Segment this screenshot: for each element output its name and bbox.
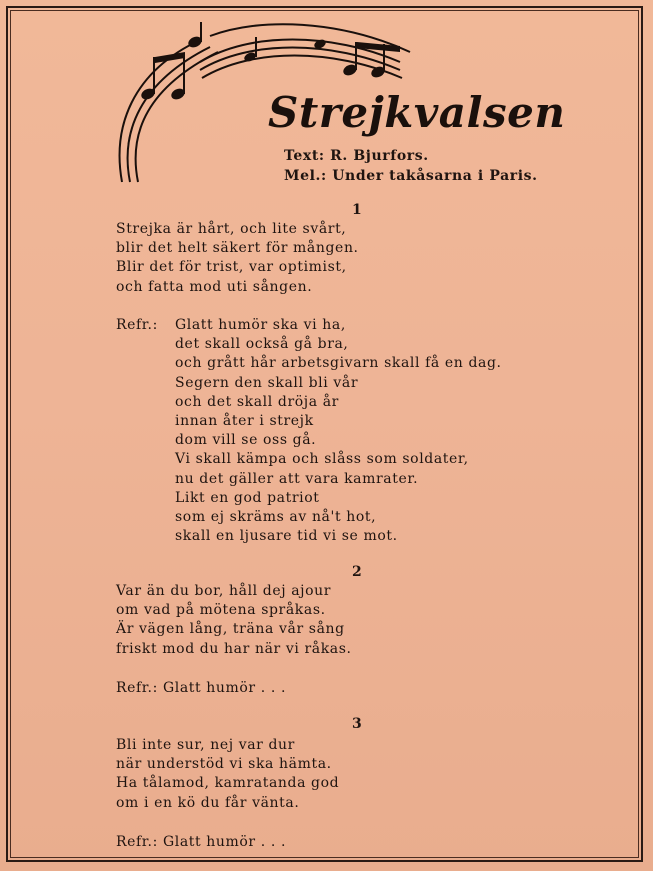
verse-line: Strejka är hårt, och lite svårt, bbox=[116, 221, 347, 237]
verse-number: 1 bbox=[352, 202, 362, 218]
refrain-line: Glatt humör ska vi ha, bbox=[175, 317, 346, 333]
refrain-line: skall en ljusare tid vi se mot. bbox=[175, 528, 398, 545]
verse-line: Bli inte sur, nej var dur bbox=[116, 737, 295, 753]
refrain-line: som ej skräms av nå't hot, bbox=[175, 509, 377, 526]
verse-line: om vad på mötena språkas. bbox=[116, 602, 326, 619]
verse-number: 3 bbox=[352, 716, 362, 732]
refrain-line: Likt en god patriot bbox=[175, 489, 320, 506]
melody-credit: Mel.: Under takåsarna i Paris. bbox=[284, 168, 538, 184]
verse-3 bbox=[116, 736, 339, 813]
verse-line: friskt mod du har när vi råkas. bbox=[116, 640, 352, 657]
refrain-reference: Refr.: Glatt humör . . . bbox=[116, 680, 287, 696]
verse-line: om i en kö du får vänta. bbox=[116, 794, 300, 811]
verse-line: blir det helt säkert för mången. bbox=[116, 240, 359, 257]
refrain-line: Segern den skall bli vår bbox=[175, 374, 359, 391]
refrain-reference: Refr.: Glatt humör . . . bbox=[116, 834, 287, 850]
verse-line: när understöd vi ska hämta. bbox=[116, 756, 332, 773]
refrain-line: nu det gäller att vara kamrater. bbox=[175, 470, 419, 487]
verse-line: Blir det för trist, var optimist, bbox=[116, 259, 347, 276]
refrain-line: Vi skall kämpa och slåss som soldater, bbox=[175, 451, 469, 468]
refrain-line: och grått hår arbetsgivarn skall få en dag. bbox=[175, 355, 502, 372]
verse-line: Är vägen lång, träna vår sång bbox=[116, 621, 345, 638]
refrain-line: och det skall dröja år bbox=[175, 393, 339, 410]
refrain-line: dom vill se oss gå. bbox=[175, 432, 317, 449]
verse-line: och fatta mod uti sången. bbox=[116, 278, 313, 295]
verse-line: Var än du bor, håll dej ajour bbox=[116, 583, 332, 599]
verse-2 bbox=[116, 582, 352, 659]
refrain-line: det skall också gå bra, bbox=[175, 336, 349, 353]
verse-number: 2 bbox=[352, 564, 362, 580]
credits bbox=[284, 146, 538, 186]
refrain-line: innan åter i strejk bbox=[175, 413, 314, 430]
lyrics-credit: Text: R. Bjurfors. bbox=[284, 148, 429, 164]
verse-1 bbox=[116, 220, 359, 297]
song-title: Strejkvalsen bbox=[268, 88, 566, 137]
refrain-label: Refr.: bbox=[116, 317, 158, 333]
verse-line: Ha tålamod, kamratanda god bbox=[116, 775, 340, 792]
